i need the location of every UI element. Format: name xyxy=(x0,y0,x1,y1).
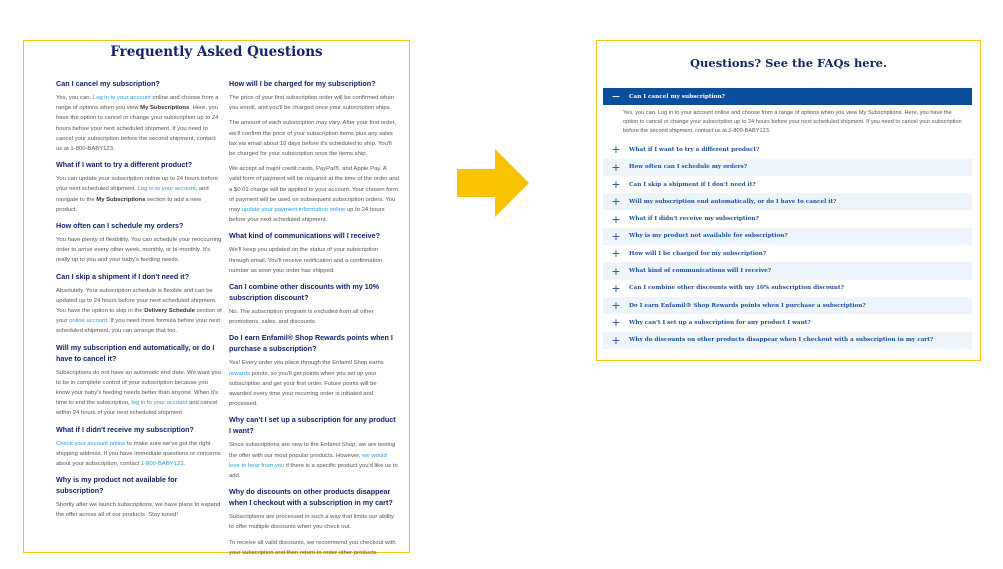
faq-answer xyxy=(229,118,399,159)
answer-text: up to 24 hours before your next scheduled shipment. xyxy=(229,207,385,224)
answer-text: Subscriptions are processed in such a way that limits our ability to offer multiple discounts when you check out. xyxy=(229,514,395,531)
faq-question: Why do discounts on other products disappear when I checkout with a subscription in my cart? xyxy=(229,487,393,508)
answer-text: . xyxy=(183,461,186,468)
faq-answer xyxy=(56,286,222,337)
plus-icon[interactable]: + xyxy=(611,316,621,330)
faq-column-1 xyxy=(56,75,222,526)
answer-text: Shortly after we launch subscriptions, we have plans to expand the offer across all of our products. Stay tuned! xyxy=(56,502,221,519)
answer-link[interactable]: Log in to your account xyxy=(92,95,151,101)
plus-icon[interactable]: + xyxy=(611,178,621,192)
answer-text: We accept all major credit cards, PayPal®, and Apple Pay. A valid form of payment will be required at the time of the order and a $0.01 charge will be applied to your account. Your chosen form of payment will be used on subsequent subscription orders. You may xyxy=(229,166,399,214)
accordion-item-label: How often can I schedule my orders? xyxy=(629,164,748,171)
accordion-item[interactable] xyxy=(603,210,972,227)
answer-link[interactable]: update your payment information online xyxy=(241,207,346,214)
faq-answer xyxy=(229,358,399,409)
answer-text: . Here, you have the option to cancel or change your subscription up to 24 hours before your next scheduled shipment. If you need to cancel your subscription before the second shipment, contact us at 1-800-BABY123. xyxy=(56,105,219,153)
answer-text: Since subscriptions are new to the Enfamil Shop, we are testing the offer with our most popular products. However, xyxy=(229,442,396,459)
answer-link[interactable]: Log in to your account xyxy=(137,186,196,193)
answer-text: No. The subscription program is excluded from all other promotions, sales, and discounts. xyxy=(229,309,374,326)
accordion-item[interactable] xyxy=(603,228,972,245)
faq-answer xyxy=(229,512,399,532)
faq-answer xyxy=(229,307,399,327)
accordion-item[interactable] xyxy=(603,141,972,158)
faq-question: What kind of communications will I receive? xyxy=(229,231,380,241)
faq-question: How often can I schedule my orders? xyxy=(56,221,184,231)
plus-icon[interactable]: + xyxy=(611,229,621,243)
plus-icon[interactable]: + xyxy=(611,281,621,295)
faq-answer xyxy=(56,235,222,266)
accordion-item-label: Why can't I set up a subscription for any product I want? xyxy=(629,319,811,326)
answer-text: . If you need more formula before your next scheduled shipment, you can arrange that too. xyxy=(56,318,221,335)
accordion-item[interactable] xyxy=(603,245,972,262)
faq-question: Why is my product not available for subscription? xyxy=(56,475,178,496)
faq-accordion-layout xyxy=(596,40,981,361)
plus-icon[interactable]: + xyxy=(611,333,621,347)
faq-question: Do I earn Enfamil® Shop Rewards points when I purchase a subscription? xyxy=(229,333,393,354)
faq-answer xyxy=(56,93,222,154)
faq-column-2 xyxy=(229,75,399,563)
faq-answer xyxy=(229,93,399,113)
accordion-item[interactable] xyxy=(603,314,972,331)
faq-answer xyxy=(56,439,222,470)
answer-text: points, so you'll get points when you set up your subscription and get your first order. Future points will be awarded every time your recurring order is initiated and processed. xyxy=(229,370,377,408)
accordion-item-label: What if I didn't receive my subscription? xyxy=(629,216,759,223)
answer-text: We'll keep you updated on the status of your subscription through email. You'll receive notification and a confirmation number as soon your order has shipped. xyxy=(229,247,383,274)
plus-icon[interactable]: + xyxy=(611,264,621,278)
faq-answer xyxy=(229,245,399,276)
accordion-item-label: Can I cancel my subscription? xyxy=(629,93,725,100)
faq-answer xyxy=(56,368,222,419)
faq-question: Will my subscription end automatically, or do I have to cancel it? xyxy=(56,342,215,363)
answer-text: The amount of each subscription may vary. After your first order, we'll confirm the price of your subscription items plus any sales tax via email about 10 days before it's scheduled to ship. You'll be charged for your subscription once the items ship. xyxy=(229,120,396,158)
answer-link[interactable]: 1-800-BABY123 xyxy=(140,461,184,468)
faq-question: Can I cancel my subscription? xyxy=(56,79,160,88)
faq-question: Can I combine other discounts with my 10% subscription discount? xyxy=(229,282,380,303)
accordion-item[interactable] xyxy=(603,332,972,349)
faq-answer xyxy=(56,500,222,520)
answer-text: You can update your subscription online up to 24 hours before your next scheduled shipment. xyxy=(56,176,218,193)
arrow-right-icon xyxy=(457,149,529,217)
answer-text: To receive all valid discounts, we recommend you checkout with your subscription and then return to order other products. xyxy=(229,539,396,556)
plus-icon[interactable]: + xyxy=(611,160,621,174)
plus-icon[interactable]: + xyxy=(611,195,621,209)
accordion-item[interactable] xyxy=(603,262,972,279)
plus-icon[interactable]: + xyxy=(611,143,621,157)
faq-accordion xyxy=(603,88,972,349)
faq-question: Why can't I set up a subscription for any product I want? xyxy=(229,415,396,436)
answer-link[interactable]: log in to your account xyxy=(131,400,188,407)
faq-static-layout xyxy=(23,40,410,556)
accordion-item-label: How will I be charged for my subscription? xyxy=(629,250,767,257)
answer-text: section of your xyxy=(56,308,222,325)
page-title: Frequently Asked Questions xyxy=(110,44,323,60)
accordion-item-label: What kind of communications will I receive? xyxy=(629,268,772,275)
plus-icon[interactable]: + xyxy=(611,299,621,313)
faq-answer xyxy=(56,174,222,215)
answer-text: Subscriptions do not have an automatic end date. We want you to be in complete control of your subscription because you know your baby's feeding needs better than anyone. When it's time to end the subscription, xyxy=(56,369,221,407)
accordion-item-label: Will my subscription end automatically, or do I have to cancel it? xyxy=(629,198,837,205)
answer-text: to make sure we've got the right shipping address. If you have immediate questions or concerns about your subscription, contact xyxy=(56,440,221,468)
bold-text: My Subscriptions xyxy=(96,196,146,203)
plus-icon[interactable]: + xyxy=(611,212,621,226)
accordion-item-label: Can I skip a shipment if I don't need it? xyxy=(629,181,756,188)
accordion-item[interactable] xyxy=(603,176,972,193)
answer-text: You have plenty of flexibility. You can schedule your reoccurring order to arrive every other week, monthly, or bi-monthly. It's really up to you and your baby's feeding needs. xyxy=(56,237,222,264)
answer-text: Yes, you can. xyxy=(56,95,93,101)
answer-text: , and navigate to the xyxy=(56,186,209,203)
answer-link[interactable]: rewards xyxy=(229,370,250,377)
accordion-item-label: Can I combine other discounts with my 10% subscription discount? xyxy=(629,285,844,292)
accordion-item-label: Why do discounts on other products disappear when I checkout with a subscription in my cart? xyxy=(629,337,934,344)
accordion-item-label: Do I earn Enfamil® Shop Rewards points when I purchase a subscription? xyxy=(629,302,866,309)
accordion-item-label: What if I want to try a different product? xyxy=(629,146,760,153)
answer-link[interactable]: we would love to hear from you xyxy=(229,452,387,469)
faq-answer xyxy=(229,164,399,225)
answer-text: The price of your first subscription order will be confirmed when you enroll, and you'll be charged once your subscription ships. xyxy=(229,95,395,112)
accordion-item[interactable] xyxy=(603,193,972,210)
answer-text: section to add a new product. xyxy=(56,196,202,213)
faq-question: How will I be charged for my subscription? xyxy=(229,79,376,88)
answer-text: Absolutely. Your subscription schedule is flexible and can be updated up to 24 hours before your next scheduled shipment. You have the option to skip in the xyxy=(56,287,217,315)
answer-text: and cancel within 24 hours of your next scheduled shipment. xyxy=(56,400,218,417)
faq-question: Can I skip a shipment if I don't need it? xyxy=(56,271,190,281)
faq-answer xyxy=(229,440,399,481)
accordion-item-label: Why is my product not available for subscription? xyxy=(629,233,788,240)
minus-icon[interactable]: − xyxy=(611,90,621,104)
faq-question: What if I want to try a different product? xyxy=(56,160,193,170)
accordion-item[interactable] xyxy=(603,88,972,105)
accordion-item[interactable] xyxy=(603,297,972,314)
accordion-answer: Yes, you can. Log in to your account online and choose from a range of options when you view My Subscriptions. Here, you have the option to cancel or change your subscription up to 24 hours before your next scheduled shipment. If you need to cancel your subscription before the second shipment, contact us at 1-800-BABY123. xyxy=(623,110,962,135)
bold-text: Delivery Schedule xyxy=(144,308,195,315)
accordion-item[interactable] xyxy=(603,159,972,176)
answer-text: Yes! Every order you place through the Enfamil Shop earns xyxy=(229,360,384,367)
bold-text: My Subscriptions xyxy=(140,105,190,112)
answer-text: online and choose from a range of options when you view xyxy=(56,95,219,112)
answer-link[interactable]: Check your account online xyxy=(56,440,126,447)
faq-answer xyxy=(229,538,399,558)
answer-text: if there is a specific product you'd like us to add. xyxy=(229,462,398,480)
accordion-title: Questions? See the FAQs here. xyxy=(690,56,887,70)
answer-link[interactable]: online account xyxy=(69,318,108,325)
plus-icon[interactable]: + xyxy=(611,247,621,261)
faq-question: What if I didn't receive my subscription? xyxy=(56,424,194,434)
accordion-item[interactable] xyxy=(603,280,972,297)
